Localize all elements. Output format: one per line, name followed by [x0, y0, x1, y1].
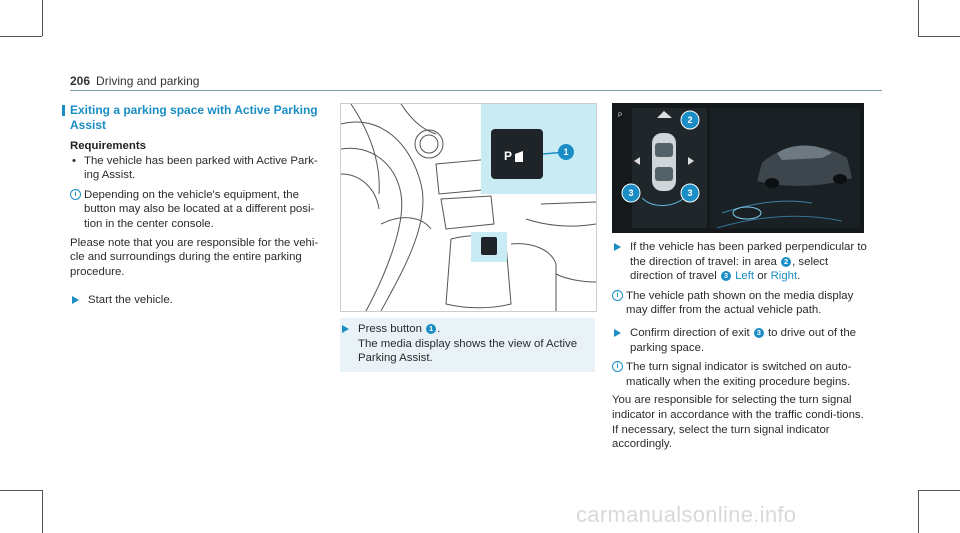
media-display-drawing	[612, 103, 864, 233]
header-rule	[70, 90, 882, 91]
chapter-title: Driving and parking	[96, 74, 200, 88]
console-drawing	[341, 104, 596, 311]
paragraph: You are responsible for selecting the turn signal indicator in accordance with the traffic condi-tions. If necessary, select the turn signal indicator accordingly.	[612, 394, 864, 451]
step-arrow-icon	[342, 325, 349, 333]
requirement-bullet: • The vehicle has been parked with Active Park-ing Assist.	[72, 154, 318, 182]
step-arrow-icon	[614, 243, 621, 251]
step-confirm-direction: Confirm direction of exit 3 to drive out of the parking space.	[612, 326, 867, 355]
info-icon: i	[70, 189, 81, 200]
watermark: carmanualsonline.info	[576, 502, 797, 527]
crop-mark	[0, 36, 42, 37]
callout-3-right: 3	[687, 188, 693, 198]
display-p-label: P	[618, 113, 623, 119]
left-column	[70, 103, 320, 308]
step-start-vehicle: Start the vehicle.	[70, 293, 320, 308]
callout-ref-3: 3	[721, 271, 731, 281]
callout-ref-1: 1	[426, 324, 436, 334]
media-display-illustration	[612, 103, 864, 233]
requirements-title: Requirements	[70, 140, 146, 152]
info-icon: i	[612, 361, 623, 372]
callout-1: 1	[563, 147, 569, 157]
info-note: i The turn signal indicator is switched on auto-matically when the exiting procedure begins.	[612, 360, 867, 389]
info-note: i The vehicle path shown on the media display may differ from the actual vehicle path.	[612, 289, 867, 318]
crop-mark	[0, 490, 42, 491]
info-icon: i	[612, 290, 623, 301]
right-option: Right	[770, 270, 798, 283]
callout-2: 2	[687, 115, 693, 125]
console-illustration	[340, 103, 597, 312]
step-press-button: Press button 1 . The media display shows the view of Active Parking Assist.	[340, 322, 595, 366]
crop-mark	[918, 490, 919, 533]
crop-mark	[42, 490, 43, 533]
crop-mark	[918, 490, 960, 491]
callout-ref-3: 3	[754, 328, 764, 338]
paragraph: Please note that you are responsible for the vehi-cle and surroundings during the entire parking procedure.	[70, 236, 319, 278]
park-button-label: P	[504, 149, 513, 163]
step-select-direction: If the vehicle has been parked perpendicular to the direction of travel: in area 2 , select direction of travel 3 Left or Right.	[612, 240, 867, 284]
step-arrow-icon	[614, 329, 621, 337]
callout-3-left: 3	[628, 188, 634, 198]
crop-mark	[918, 0, 919, 36]
left-option: Left	[735, 270, 755, 283]
crop-mark	[42, 0, 43, 36]
crop-mark	[918, 36, 960, 37]
info-note: i Depending on the vehicle's equipment, the button may also be located at a different posi-tion in the center console.	[70, 188, 320, 232]
middle-steps	[340, 318, 595, 372]
right-column	[612, 240, 867, 452]
step-arrow-icon	[72, 296, 79, 304]
callout-ref-2: 2	[781, 257, 791, 267]
page-header	[70, 74, 199, 88]
page-number: 206	[70, 74, 91, 88]
section-title: Exiting a parking space with Active Parking Assist	[70, 103, 320, 133]
